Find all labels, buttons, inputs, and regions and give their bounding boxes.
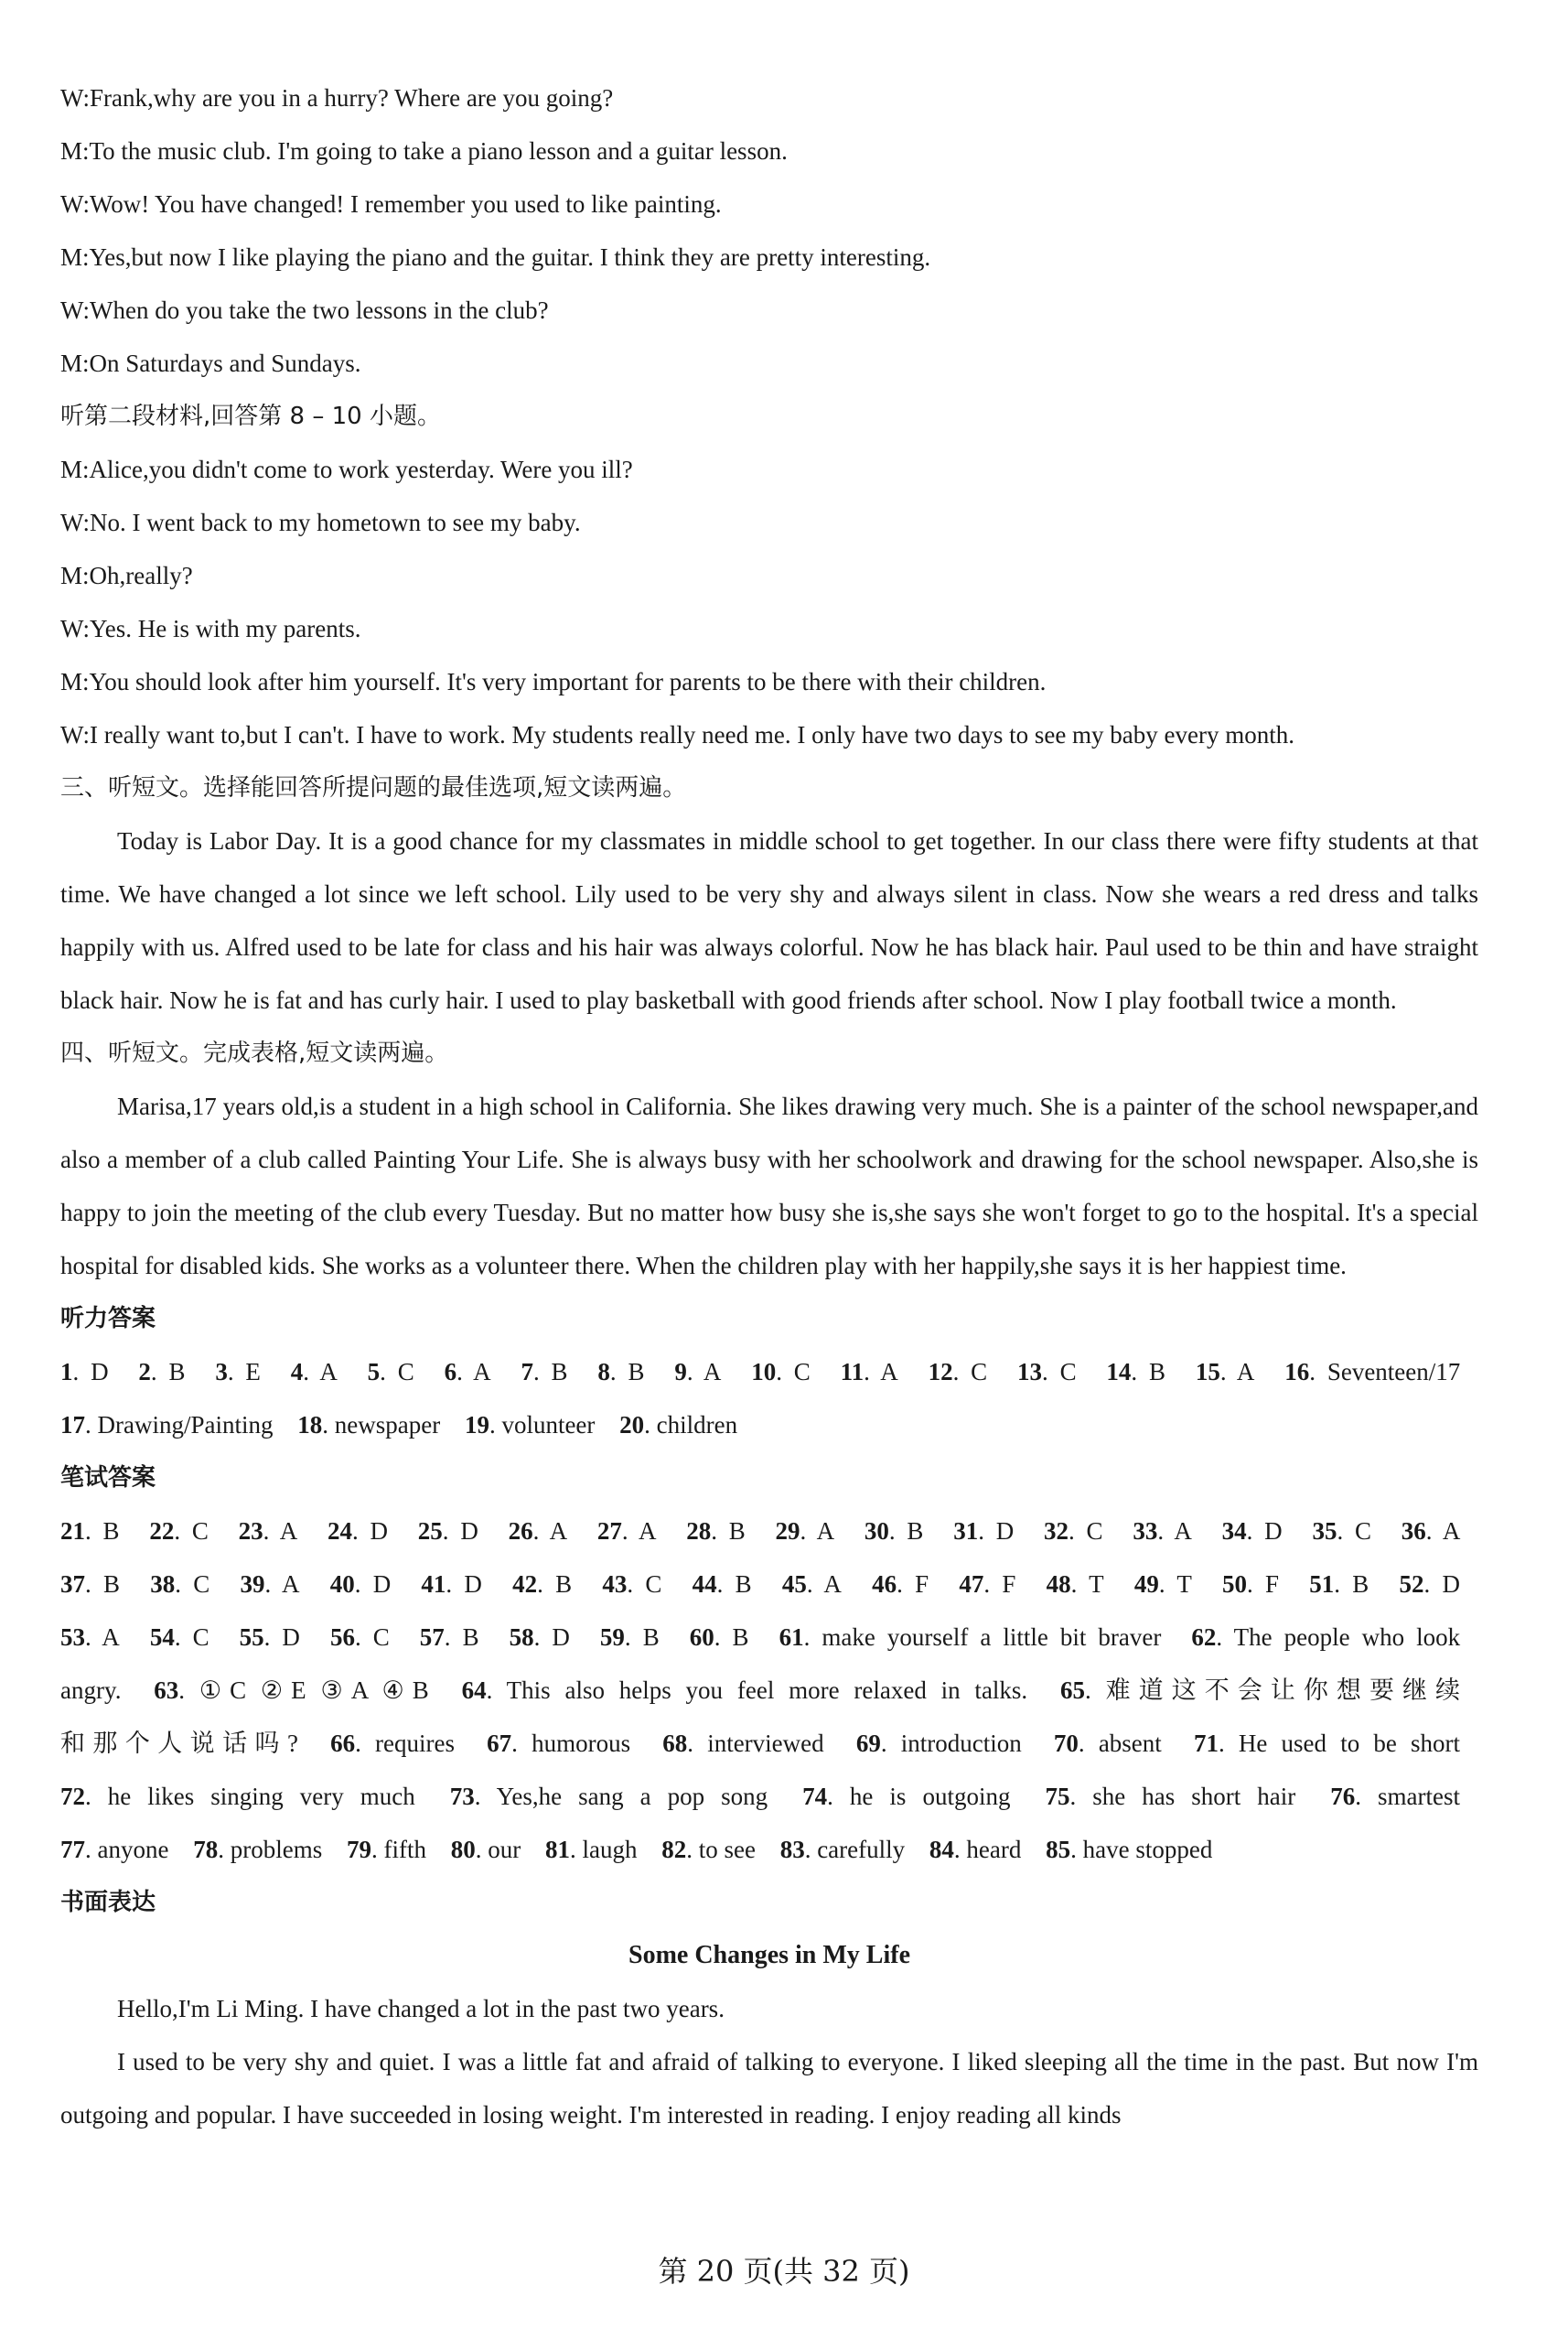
answer-number: 63	[154, 1676, 179, 1704]
essay-paragraph: I used to be very shy and quiet. I was a little fat and afraid of talking to everyone. I liked sleeping all the time in the past. But now I'm outgoing and popular. I have succeeded in losing weight. I'm interested in reading. I enjoy reading all kinds	[60, 2048, 1478, 2129]
answer-item: 38. C	[150, 1570, 210, 1598]
section-4-passage: Marisa,17 years old,is a student in a high school in California. She likes drawing very much. She is a painter of the school newspaper,and also a member of a club called Painting Your Life. She is always busy with her schoolwork and drawing for the school newspaper. Also,she is happy to join the meeting of the club every Tuesday. But no matter how busy she is,she says she won't forget to go to the hospital. It's a special hospital for disabled kids. She works as a volunteer there. When the children play with her happily,she says it is her happiest time.	[60, 1093, 1478, 1279]
answer-number: 51	[1309, 1570, 1335, 1598]
answer-value: A	[473, 1358, 491, 1385]
answer-item: 34. D	[1221, 1517, 1283, 1545]
answer-item: 11. A	[840, 1358, 898, 1385]
answer-value: This also helps you feel more relaxed in talks.	[506, 1676, 1028, 1704]
answer-number: 7	[521, 1358, 533, 1385]
answer-number: 79	[346, 1836, 371, 1863]
answer-item: 18. newspaper	[297, 1411, 441, 1439]
answer-number: 31	[953, 1517, 979, 1545]
answer-value: He used to be short	[1238, 1730, 1461, 1757]
answer-value: C	[192, 1623, 209, 1651]
answer-item: 76. smartest	[1330, 1783, 1461, 1810]
answer-item: 5. C	[367, 1358, 414, 1385]
answer-item: 70. absent	[1053, 1730, 1162, 1757]
section-4-heading: 四、听短文。完成表格,短文读两遍。	[60, 1040, 449, 1067]
answer-number: 75	[1045, 1783, 1070, 1810]
answer-number: 12	[928, 1358, 953, 1385]
answer-line	[60, 1823, 1478, 1876]
answer-item: 1. D	[60, 1358, 109, 1385]
answer-value: A	[1236, 1358, 1255, 1385]
answer-item: 65. 难道这不会让你想要继续	[1060, 1676, 1461, 1704]
answer-number: 4	[290, 1358, 304, 1385]
answer-item: 3. E	[215, 1358, 261, 1385]
answer-number: 25	[417, 1517, 443, 1545]
answer-number: 72	[60, 1783, 85, 1810]
answer-number: 9	[674, 1358, 687, 1385]
answer-value: E	[245, 1358, 261, 1385]
answer-number: 59	[599, 1623, 625, 1651]
answer-item: 47. F	[959, 1570, 1016, 1598]
answer-number: 29	[775, 1517, 800, 1545]
answer-number: 54	[149, 1623, 175, 1651]
answer-item: 68. interviewed	[662, 1730, 824, 1757]
answer-number: 3	[215, 1358, 228, 1385]
answer-number: 23	[238, 1517, 263, 1545]
answer-value: D	[372, 1570, 392, 1598]
answer-number: 56	[329, 1623, 355, 1651]
answer-number: 15	[1195, 1358, 1220, 1385]
written-answers-heading: 笔试答案	[60, 1464, 156, 1492]
answer-item: 53. A	[60, 1623, 120, 1651]
answer-value: A	[823, 1570, 842, 1598]
answer-value: A	[281, 1570, 300, 1598]
answer-item: 23. A	[238, 1517, 298, 1545]
answer-value: A	[1442, 1517, 1461, 1545]
answer-value: A	[102, 1623, 120, 1651]
answer-value: T	[1089, 1570, 1104, 1598]
answer-number: 42	[512, 1570, 538, 1598]
answer-number: 27	[596, 1517, 622, 1545]
answer-value: A	[1174, 1517, 1192, 1545]
answer-value: interviewed	[707, 1730, 824, 1757]
answer-item: 15. A	[1195, 1358, 1255, 1385]
answer-number: 85	[1046, 1836, 1071, 1863]
answer-value: D	[1264, 1517, 1283, 1545]
answer-value: B	[1352, 1570, 1369, 1598]
answer-item: 85. have stopped	[1046, 1836, 1213, 1863]
answer-item: 73. Yes,he sang a pop song	[449, 1783, 768, 1810]
dialogue-line: M:To the music club. I'm going to take a piano lesson and a guitar lesson.	[60, 137, 788, 165]
answer-line	[60, 1345, 1478, 1398]
answer-item: 45. A	[781, 1570, 842, 1598]
answer-value: C	[1086, 1517, 1103, 1545]
answer-value: volunteer	[501, 1411, 596, 1439]
answer-value: heard	[966, 1836, 1022, 1863]
answer-item: 59. B	[599, 1623, 660, 1651]
answer-value: B	[102, 1517, 120, 1545]
answer-item: 46. F	[872, 1570, 929, 1598]
answer-value: B	[642, 1623, 660, 1651]
answer-item: 30. B	[864, 1517, 924, 1545]
answer-number: 62	[1191, 1623, 1217, 1651]
answer-value: 和那个人说话吗?	[60, 1730, 298, 1757]
answer-number: 39	[240, 1570, 265, 1598]
answer-line	[60, 1504, 1478, 1558]
answer-number: 28	[686, 1517, 712, 1545]
answer-value: A	[703, 1358, 722, 1385]
answer-item: 66. requires	[330, 1730, 455, 1757]
answer-item: 61. make yourself a little bit braver	[779, 1623, 1162, 1651]
answer-item: 37. B	[60, 1570, 120, 1598]
answer-item: 32. C	[1044, 1517, 1103, 1545]
answer-number: 26	[508, 1517, 533, 1545]
answer-value: D	[282, 1623, 300, 1651]
answer-number: 81	[544, 1836, 570, 1863]
essay-paragraph: Hello,I'm Li Ming. I have changed a lot in the past two years.	[117, 1995, 725, 2022]
dialogue-line: W:Frank,why are you in a hurry? Where are you going?	[60, 84, 614, 112]
answer-value: A	[319, 1358, 338, 1385]
answer-number: 83	[779, 1836, 805, 1863]
dialogue-line: W:When do you take the two lessons in the club?	[60, 296, 549, 324]
answer-item: 28. B	[686, 1517, 746, 1545]
answer-value: A	[279, 1517, 298, 1545]
listening-answers-heading: 听力答案	[60, 1305, 156, 1332]
answer-number: 67	[487, 1730, 512, 1757]
answer-item: 75. she has short hair	[1045, 1783, 1296, 1810]
answer-value: Drawing/Painting	[97, 1411, 274, 1439]
dialogue-line: M:Yes,but now I like playing the piano and the guitar. I think they are pretty interesting.	[60, 243, 931, 271]
dialogue-line: M:On Saturdays and Sundays.	[60, 350, 361, 377]
answer-value: F	[915, 1570, 929, 1598]
answer-number: 45	[781, 1570, 807, 1598]
listening-answers	[60, 1345, 1478, 1451]
answer-item: 24. D	[327, 1517, 388, 1545]
answer-number: 52	[1399, 1570, 1424, 1598]
answer-number: 55	[239, 1623, 264, 1651]
answer-item: 19. volunteer	[464, 1411, 596, 1439]
answer-value: B	[102, 1570, 120, 1598]
answer-number: 68	[662, 1730, 688, 1757]
answer-value: F	[1265, 1570, 1280, 1598]
answer-value: D	[1442, 1570, 1461, 1598]
answer-item: 16. Seventeen/17	[1284, 1358, 1461, 1385]
answer-item: 60. B	[689, 1623, 749, 1651]
answer-number: 13	[1016, 1358, 1042, 1385]
answer-value: fifth	[383, 1836, 426, 1863]
answer-item: 14. B	[1106, 1358, 1165, 1385]
answer-number: 17	[60, 1411, 85, 1439]
answer-item: 58. D	[509, 1623, 570, 1651]
answer-item: 77. anyone	[60, 1836, 169, 1863]
answer-value: our	[488, 1836, 521, 1863]
answer-value: anyone	[97, 1836, 169, 1863]
answer-number: 2	[138, 1358, 151, 1385]
answer-line	[60, 1770, 1478, 1823]
answer-value: introduction	[900, 1730, 1022, 1757]
answer-line	[60, 1664, 1478, 1717]
answer-line	[60, 1611, 1478, 1664]
answer-value: make yourself a little bit braver	[822, 1623, 1162, 1651]
answer-value: B	[555, 1570, 573, 1598]
answer-number: 18	[297, 1411, 323, 1439]
answer-value: F	[1002, 1570, 1016, 1598]
answer-item: 39. A	[240, 1570, 300, 1598]
answer-value: Seventeen/17	[1326, 1358, 1461, 1385]
answer-value: C	[372, 1623, 390, 1651]
answer-value: ①C ②E ③A ④B	[199, 1676, 429, 1704]
answer-number: 35	[1312, 1517, 1337, 1545]
answer-number: 24	[327, 1517, 352, 1545]
answer-item: 41. D	[421, 1570, 482, 1598]
answer-number: 84	[929, 1836, 954, 1863]
answer-item: 8. B	[597, 1358, 645, 1385]
answer-number: 66	[330, 1730, 356, 1757]
answer-item: 43. C	[602, 1570, 662, 1598]
answer-item: 17. Drawing/Painting	[60, 1411, 274, 1439]
answer-number: 65	[1060, 1676, 1085, 1704]
answer-line	[60, 1558, 1478, 1611]
answer-value: C	[971, 1358, 988, 1385]
answer-value: smartest	[1378, 1783, 1461, 1810]
written-answers	[60, 1504, 1478, 1876]
answer-number: 5	[367, 1358, 381, 1385]
answer-value: C	[793, 1358, 811, 1385]
dialogue-line: W:No. I went back to my hometown to see my baby.	[60, 509, 581, 536]
answer-value: B	[551, 1358, 568, 1385]
answer-number: 41	[421, 1570, 446, 1598]
page-content	[60, 71, 1478, 2141]
answer-item	[60, 1676, 121, 1704]
answer-item: 26. A	[508, 1517, 568, 1545]
answer-number: 1	[60, 1358, 73, 1385]
answer-item: 40. D	[329, 1570, 392, 1598]
answer-value: B	[1148, 1358, 1165, 1385]
answer-value: he likes singing very much	[107, 1783, 415, 1810]
answer-item: 48. T	[1046, 1570, 1104, 1598]
answer-number: 40	[329, 1570, 355, 1598]
answer-value: angry.	[60, 1676, 122, 1704]
page-footer: 第 20 页(共 32 页)	[658, 2254, 910, 2289]
answer-item: 83. carefully	[779, 1836, 906, 1863]
answer-number: 16	[1284, 1358, 1310, 1385]
answer-number: 60	[689, 1623, 714, 1651]
answer-item: 72. he likes singing very much	[60, 1783, 415, 1810]
answer-value: Yes,he sang a pop song	[496, 1783, 768, 1810]
answer-number: 19	[464, 1411, 489, 1439]
answer-item: 54. C	[149, 1623, 209, 1651]
answer-item: 12. C	[928, 1358, 988, 1385]
answer-number: 77	[60, 1836, 85, 1863]
answer-item: 31. D	[953, 1517, 1015, 1545]
answer-number: 73	[449, 1783, 475, 1810]
writing-heading: 书面表达	[60, 1889, 156, 1916]
answer-number: 47	[959, 1570, 984, 1598]
answer-number: 76	[1330, 1783, 1356, 1810]
answer-value: D	[464, 1570, 482, 1598]
answer-number: 11	[840, 1358, 865, 1385]
answer-item: 80. our	[450, 1836, 521, 1863]
answer-number: 58	[509, 1623, 534, 1651]
answer-number: 21	[60, 1517, 85, 1545]
answer-value: newspaper	[334, 1411, 441, 1439]
answer-item: 78. problems	[193, 1836, 323, 1863]
answer-item: 64. This also helps you feel more relaxed in talks.	[461, 1676, 1028, 1704]
answer-number: 6	[444, 1358, 457, 1385]
answer-item: 74. he is outgoing	[802, 1783, 1011, 1810]
answer-value: have stopped	[1082, 1836, 1213, 1863]
answer-value: absent	[1098, 1730, 1162, 1757]
answer-number: 14	[1106, 1358, 1132, 1385]
answer-item: 29. A	[775, 1517, 835, 1545]
answer-number: 33	[1133, 1517, 1158, 1545]
answer-value: C	[191, 1517, 209, 1545]
answer-number: 10	[751, 1358, 777, 1385]
answer-value: C	[1354, 1517, 1371, 1545]
answer-number: 61	[779, 1623, 804, 1651]
answer-value: A	[816, 1517, 835, 1545]
answer-value: 难道这不会让你想要继续	[1105, 1676, 1461, 1704]
answer-value: C	[193, 1570, 210, 1598]
answer-number: 22	[149, 1517, 175, 1545]
dialogue-line: W:I really want to,but I can't. I have to work. My students really need me. I only have two days to see my baby every month.	[60, 721, 1294, 749]
answer-number: 38	[150, 1570, 176, 1598]
answer-number: 53	[60, 1623, 85, 1651]
answer-number: 74	[802, 1783, 828, 1810]
answer-number: 8	[597, 1358, 610, 1385]
answer-value: C	[1059, 1358, 1077, 1385]
section-3-passage: Today is Labor Day. It is a good chance for my classmates in middle school to get together. In our class there were fifty students at that time. We have changed a lot since we left school. Lily used to be very shy and always silent in class. Now she wears a red dress and talks happily with us. Alfred used to be late for class and his hair was always colorful. Now he has black hair. Paul used to be thin and have straight black hair. Now he is fat and has curly hair. I used to play basketball with good friends after school. Now I play football twice a month.	[60, 827, 1478, 1014]
answer-value: laugh	[582, 1836, 638, 1863]
answer-value: he is outgoing	[849, 1783, 1011, 1810]
answer-value: problems	[230, 1836, 323, 1863]
answer-number: 80	[450, 1836, 476, 1863]
answer-number: 30	[864, 1517, 889, 1545]
answer-value: children	[656, 1411, 738, 1439]
answer-value: T	[1176, 1570, 1192, 1598]
answer-number: 43	[602, 1570, 628, 1598]
section-3-heading: 三、听短文。选择能回答所提问题的最佳选项,短文读两遍。	[60, 774, 687, 802]
answer-number: 69	[855, 1730, 881, 1757]
answer-item: 20. children	[619, 1411, 738, 1439]
answer-value: D	[995, 1517, 1015, 1545]
answer-item: 25. D	[417, 1517, 478, 1545]
answer-item: 79. fifth	[346, 1836, 426, 1863]
answer-number: 57	[419, 1623, 445, 1651]
answer-item: 55. D	[239, 1623, 300, 1651]
dialogue-1	[60, 71, 1478, 390]
answer-number: 78	[193, 1836, 219, 1863]
answer-item: 27. A	[596, 1517, 657, 1545]
answer-item: 22. C	[149, 1517, 209, 1545]
answer-value: B	[907, 1517, 924, 1545]
answer-item: 69. introduction	[855, 1730, 1022, 1757]
answer-value: The people who look	[1233, 1623, 1461, 1651]
answer-number: 50	[1222, 1570, 1248, 1598]
answer-value: C	[397, 1358, 414, 1385]
dialogue-line: M:Alice,you didn't come to work yesterday. Were you ill?	[60, 456, 633, 483]
answer-number: 49	[1133, 1570, 1159, 1598]
dialogue-line: M:Oh,really?	[60, 562, 193, 589]
answer-value: B	[462, 1623, 479, 1651]
answer-item: 6. A	[444, 1358, 491, 1385]
answer-value: B	[732, 1623, 749, 1651]
answer-item: 33. A	[1133, 1517, 1192, 1545]
answer-number: 46	[872, 1570, 897, 1598]
answer-value: B	[728, 1517, 746, 1545]
answer-item: 13. C	[1016, 1358, 1077, 1385]
answer-number: 71	[1193, 1730, 1219, 1757]
answer-item: 57. B	[419, 1623, 479, 1651]
answer-value: B	[735, 1570, 752, 1598]
answer-item: 63. ①C ②E ③A ④B	[154, 1676, 429, 1704]
answer-item: 50. F	[1222, 1570, 1280, 1598]
answer-item: 62. The people who look	[1191, 1623, 1461, 1651]
answer-item: 44. B	[692, 1570, 752, 1598]
answer-item: 2. B	[138, 1358, 186, 1385]
answer-number: 64	[461, 1676, 487, 1704]
section-2-intro: 听第二段材料,回答第 8 – 10 小题。	[60, 403, 441, 430]
answer-item: 56. C	[329, 1623, 390, 1651]
answer-item: 21. B	[60, 1517, 120, 1545]
answer-item: 82. to see	[661, 1836, 756, 1863]
answer-item: 42. B	[512, 1570, 573, 1598]
answer-value: D	[460, 1517, 478, 1545]
answer-value: carefully	[817, 1836, 906, 1863]
answer-value: C	[645, 1570, 662, 1598]
answer-value: requires	[375, 1730, 455, 1757]
answer-number: 20	[619, 1411, 645, 1439]
answer-item: 36. A	[1401, 1517, 1461, 1545]
answer-value: B	[168, 1358, 186, 1385]
answer-value: A	[880, 1358, 898, 1385]
answer-value: to see	[698, 1836, 756, 1863]
answer-item: 71. He used to be short	[1193, 1730, 1461, 1757]
answer-number: 34	[1221, 1517, 1247, 1545]
answer-value: B	[628, 1358, 645, 1385]
answer-value: she has short hair	[1092, 1783, 1296, 1810]
answer-number: 70	[1053, 1730, 1079, 1757]
dialogue-line: M:You should look after him yourself. It's very important for parents to be there with their children.	[60, 668, 1047, 695]
answer-number: 82	[661, 1836, 687, 1863]
dialogue-2	[60, 443, 1478, 761]
answer-value: D	[370, 1517, 388, 1545]
answer-item: 9. A	[674, 1358, 722, 1385]
answer-value: D	[91, 1358, 109, 1385]
answer-item: 10. C	[751, 1358, 811, 1385]
answer-value: D	[552, 1623, 570, 1651]
dialogue-line: W:Yes. He is with my parents.	[60, 615, 361, 642]
answer-number: 36	[1401, 1517, 1426, 1545]
answer-line	[60, 1717, 1478, 1770]
answer-item: 7. B	[521, 1358, 568, 1385]
essay-title: Some Changes in My Life	[628, 1941, 910, 1969]
answer-item: 67. humorous	[487, 1730, 631, 1757]
answer-line	[60, 1398, 1478, 1451]
answer-value: A	[549, 1517, 568, 1545]
dialogue-line: W:Wow! You have changed! I remember you used to like painting.	[60, 190, 722, 218]
answer-item: 51. B	[1309, 1570, 1369, 1598]
answer-item: 35. C	[1312, 1517, 1371, 1545]
answer-value: A	[638, 1517, 657, 1545]
answer-item: 49. T	[1133, 1570, 1192, 1598]
answer-item: 4. A	[290, 1358, 338, 1385]
answer-item	[60, 1730, 298, 1757]
answer-number: 37	[60, 1570, 85, 1598]
answer-number: 44	[692, 1570, 717, 1598]
answer-number: 48	[1046, 1570, 1071, 1598]
answer-item: 84. heard	[929, 1836, 1022, 1863]
answer-number: 32	[1044, 1517, 1069, 1545]
answer-item: 81. laugh	[544, 1836, 638, 1863]
answer-item: 52. D	[1399, 1570, 1461, 1598]
answer-value: humorous	[532, 1730, 631, 1757]
